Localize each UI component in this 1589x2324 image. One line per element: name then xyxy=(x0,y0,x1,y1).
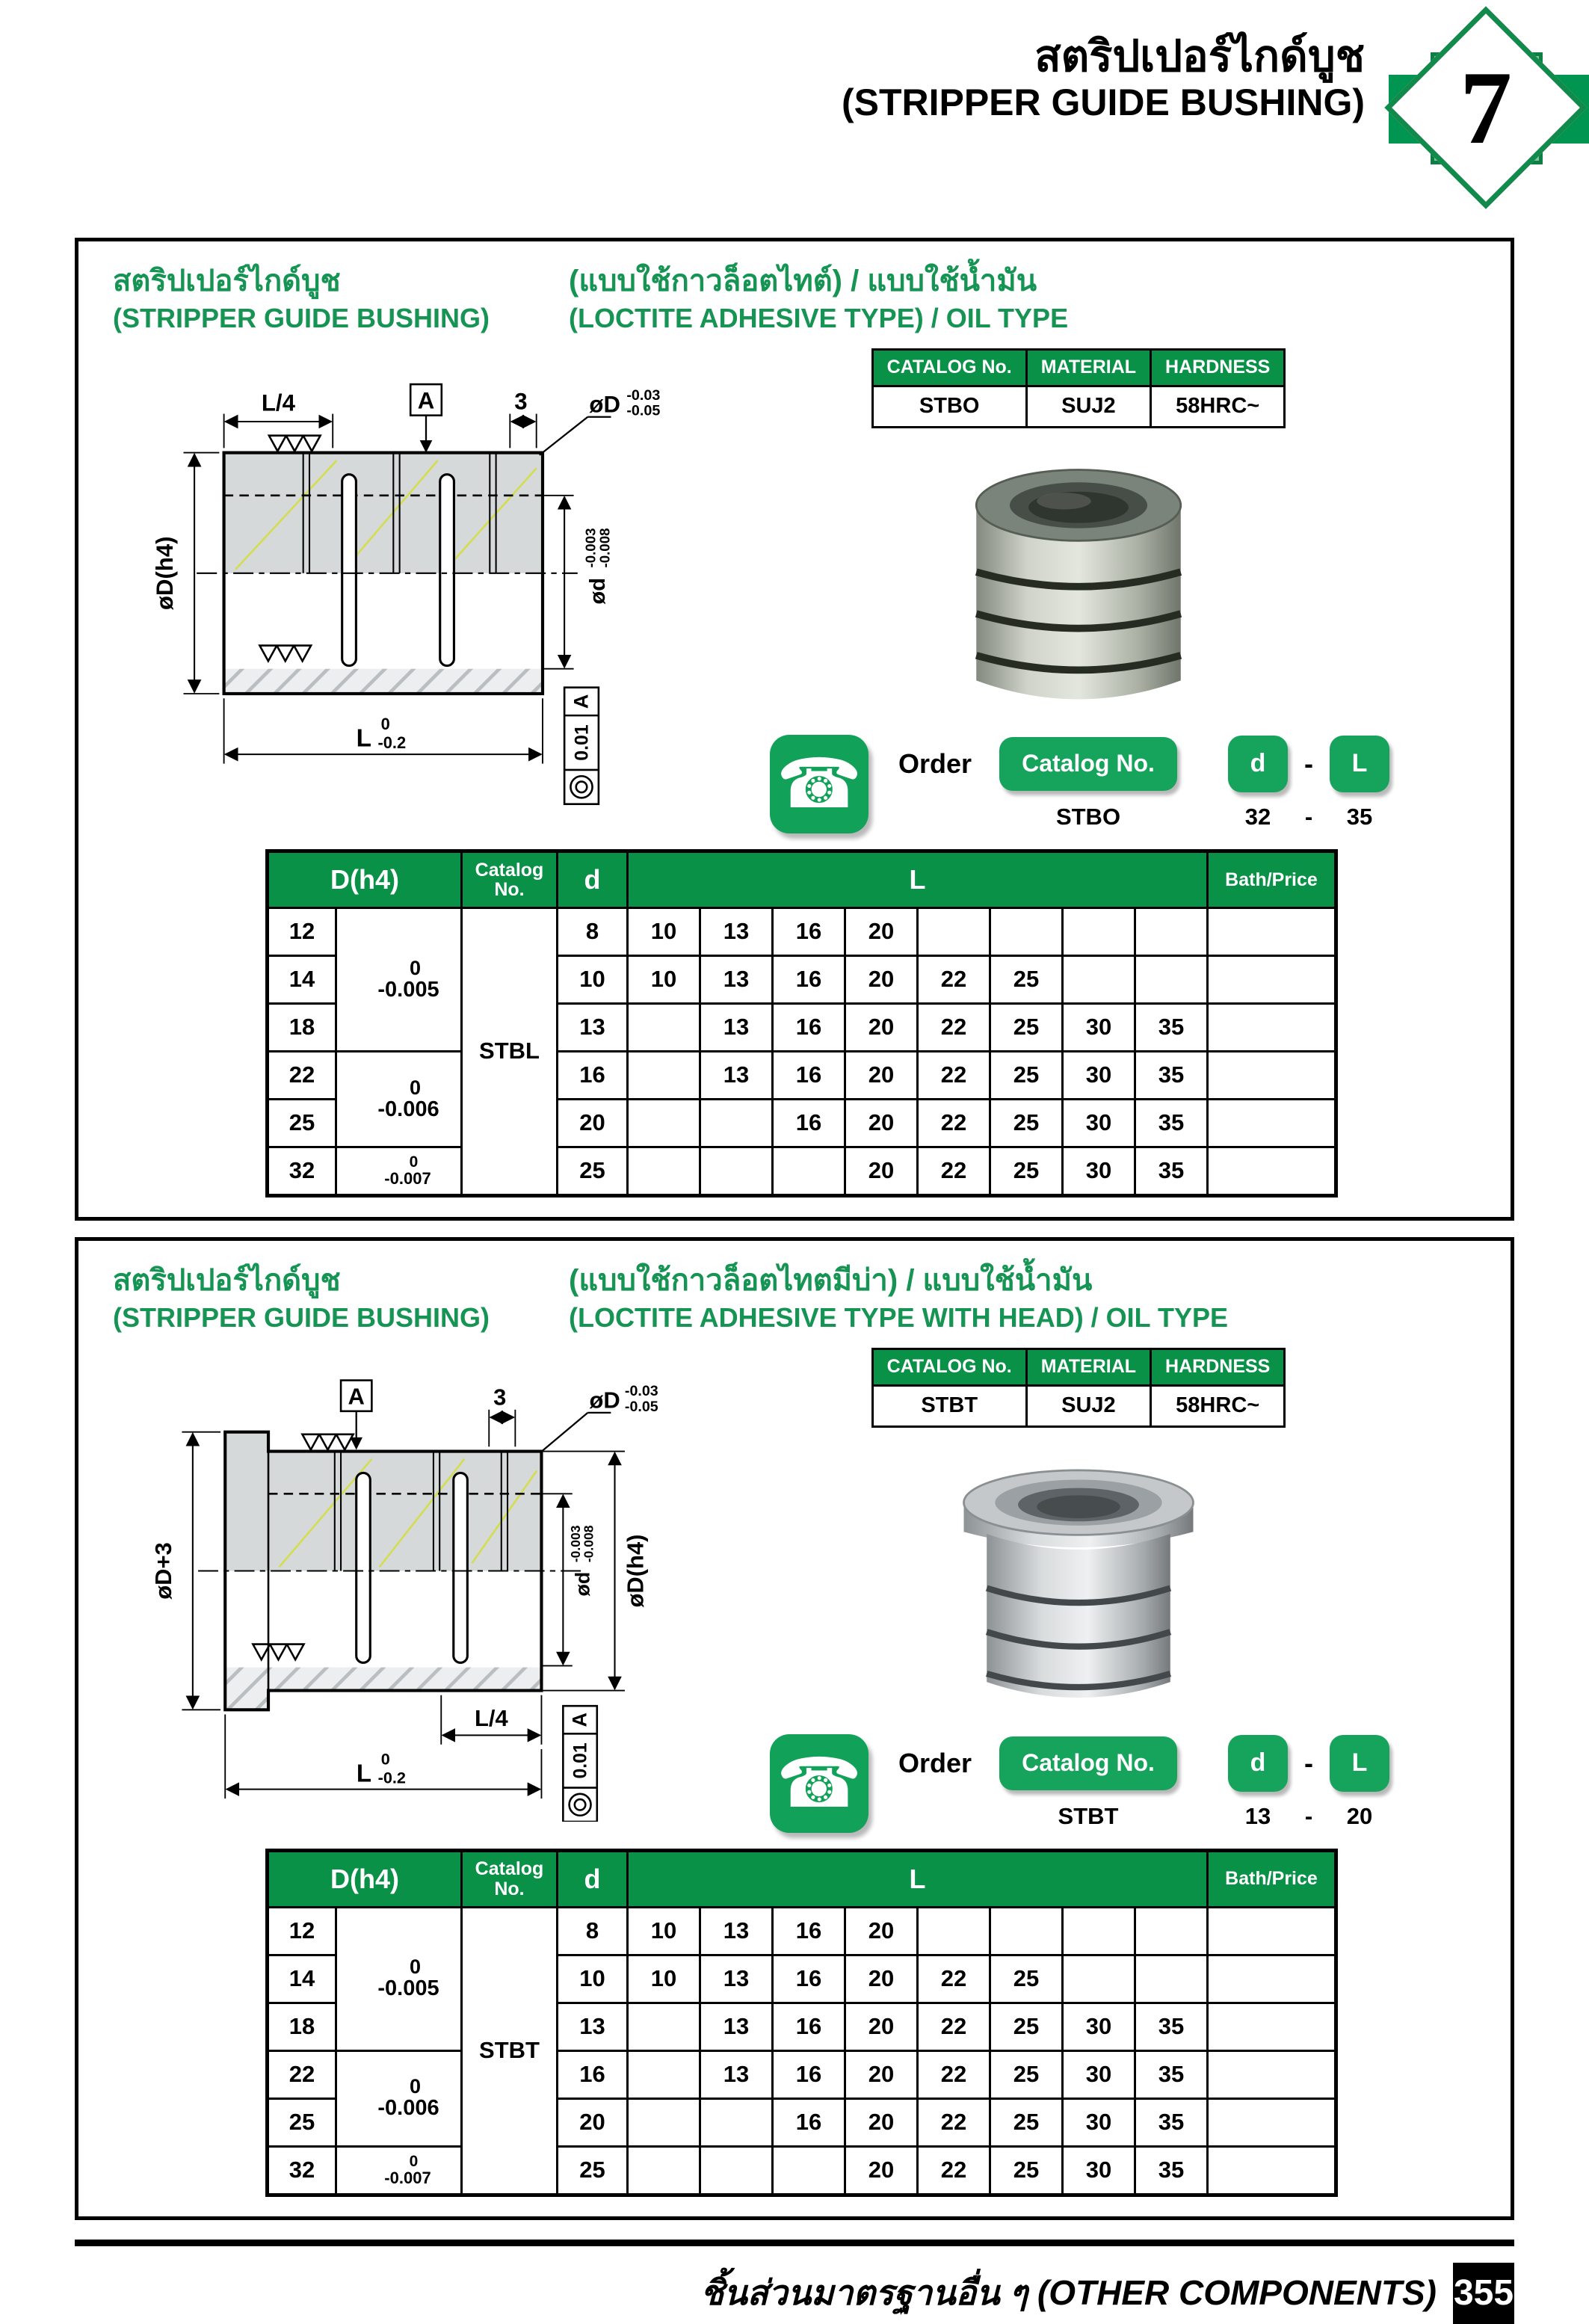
l-value: 25 xyxy=(990,1955,1063,2003)
d-button: d xyxy=(1228,1735,1288,1792)
l-value: 25 xyxy=(990,2050,1063,2098)
l-value: 22 xyxy=(918,2146,990,2195)
l-value: 13 xyxy=(700,907,773,955)
dim-length: L xyxy=(356,724,371,753)
l-value: 30 xyxy=(1063,1147,1135,1195)
order-example-l: 20 xyxy=(1346,1802,1373,1829)
col-header-price: Bath/Price xyxy=(1208,1850,1336,1907)
col-header-d: d xyxy=(558,1850,628,1907)
l-value xyxy=(1135,1955,1208,2003)
tolerance-upper: 0 xyxy=(409,1955,422,1979)
spec-value-hardness: 58HRC~ xyxy=(1151,386,1285,427)
l-value: 30 xyxy=(1063,1051,1135,1099)
section-loctite-with-head-oil-type xyxy=(75,1237,1514,2220)
dim-head-outer-dia: øD+3 xyxy=(149,1541,176,1600)
page-title xyxy=(842,33,1365,123)
l-value: 20 xyxy=(845,1003,918,1051)
l-value: 16 xyxy=(773,1955,845,2003)
spec-header-hardness: HARDNESS xyxy=(1151,1349,1285,1385)
l-value: 30 xyxy=(1063,1003,1135,1051)
runout-tolerance-label: 0.01 xyxy=(570,1742,591,1779)
l-value xyxy=(628,1051,700,1099)
dim-head-width: 3 xyxy=(514,388,528,415)
phone-order-icon xyxy=(770,735,868,833)
tolerance-upper: 0 xyxy=(409,1153,419,1171)
l-value: 30 xyxy=(1063,2098,1135,2146)
catalog-no-button: Catalog No. xyxy=(999,1736,1177,1790)
dim-outer-dia-h4: øD(h4) xyxy=(151,536,178,610)
d-bore-value: 10 xyxy=(558,1955,628,2003)
l-value xyxy=(918,1907,990,1955)
l-value: 10 xyxy=(628,1955,700,2003)
l-value xyxy=(628,2098,700,2146)
section-1-subtitle-thai: (แบบใช้กาวล็อตไทต์) / แบบใช้น้ำมัน xyxy=(569,265,1037,298)
catalog-no-button: Catalog No. xyxy=(999,737,1177,791)
l-value xyxy=(1063,1955,1135,2003)
product-photo-bushing-with-head xyxy=(922,1444,1235,1717)
concentricity-icon xyxy=(570,1793,591,1815)
dim-inner-dia: ød xyxy=(571,1571,594,1597)
l-value xyxy=(628,1147,700,1195)
l-button: L xyxy=(1330,736,1389,792)
photo-1-svg xyxy=(922,445,1235,714)
section-2-title-english: (STRIPPER GUIDE BUSHING) xyxy=(113,1301,490,1333)
col-header-catalog-line1: Catalog xyxy=(475,859,544,881)
col-header-d: d xyxy=(558,851,628,907)
d-bore-value: 8 xyxy=(558,1907,628,1955)
l-value: 22 xyxy=(918,1051,990,1099)
dim-quarter-length: L/4 xyxy=(474,1704,508,1731)
dim-inner-dia-tol-lower: -0.008 xyxy=(596,528,613,568)
l-value: 22 xyxy=(918,1003,990,1051)
dim-length: L xyxy=(356,1758,372,1787)
l-value: 20 xyxy=(845,2003,918,2050)
l-value xyxy=(700,2146,773,2195)
price-cell xyxy=(1208,2003,1336,2050)
d-value: 22 xyxy=(268,1051,336,1099)
dim-outer-dia-tol-upper: -0.03 xyxy=(624,1382,658,1399)
d-value: 18 xyxy=(268,2003,336,2050)
chapter-badge xyxy=(1389,19,1589,220)
l-value: 35 xyxy=(1135,2146,1208,2195)
l-value: 16 xyxy=(773,2050,845,2098)
l-value xyxy=(700,2098,773,2146)
l-value: 25 xyxy=(990,1147,1063,1195)
product-photo-bushing xyxy=(922,445,1235,718)
d-button: d xyxy=(1228,736,1288,792)
d-bore-value: 10 xyxy=(558,955,628,1003)
chapter-number: 7 xyxy=(1460,49,1512,166)
price-cell xyxy=(1208,907,1336,955)
l-value xyxy=(700,1147,773,1195)
order-label: Order xyxy=(898,748,972,779)
page-title-english: (STRIPPER GUIDE BUSHING) xyxy=(841,81,1365,123)
col-header-catalog-line2: No. xyxy=(494,1878,525,1899)
d-value: 14 xyxy=(268,955,336,1003)
table-row xyxy=(268,1051,1336,1099)
l-value: 35 xyxy=(1135,2050,1208,2098)
dim-inner-dia-tol-upper: -0.003 xyxy=(568,1525,584,1562)
l-value: 35 xyxy=(1135,2098,1208,2146)
l-value: 20 xyxy=(845,1955,918,2003)
telephone-icon: ☎ xyxy=(776,1745,863,1822)
l-value: 25 xyxy=(990,2146,1063,2195)
col-header-d-h4: D(h4) xyxy=(268,851,462,907)
price-cell xyxy=(1208,2146,1336,2195)
col-header-l: L xyxy=(628,1850,1208,1907)
order-label: Order xyxy=(898,1747,972,1778)
spec-value-catalog: STBO xyxy=(872,386,1026,427)
spec-value-catalog: STBT xyxy=(872,1385,1026,1426)
price-cell xyxy=(1208,1003,1336,1051)
l-value: 35 xyxy=(1135,1099,1208,1147)
order-example-separator: - xyxy=(1304,1802,1313,1829)
l-value xyxy=(628,1099,700,1147)
tolerance-upper: 0 xyxy=(409,1076,422,1099)
l-value xyxy=(1063,1907,1135,1955)
table-row xyxy=(268,1907,1336,1955)
size-table-stbt xyxy=(265,1849,1338,2197)
d-bore-value: 25 xyxy=(558,1147,628,1195)
l-value: 13 xyxy=(700,1003,773,1051)
spec-table xyxy=(871,348,1286,428)
l-value: 22 xyxy=(918,1099,990,1147)
l-value: 22 xyxy=(918,2098,990,2146)
tolerance-upper: 0 xyxy=(409,2153,419,2171)
l-value: 25 xyxy=(990,1003,1063,1051)
d-bore-value: 20 xyxy=(558,2098,628,2146)
concentricity-icon xyxy=(570,776,592,798)
dim-inner-dia-tol-lower: -0.008 xyxy=(581,1525,596,1562)
footer-label xyxy=(700,2266,1437,2320)
d-bore-value: 13 xyxy=(558,1003,628,1051)
l-value: 13 xyxy=(700,1051,773,1099)
l-value: 30 xyxy=(1063,2146,1135,2195)
page-header xyxy=(0,0,1589,238)
l-value: 20 xyxy=(845,1051,918,1099)
l-value: 25 xyxy=(990,955,1063,1003)
phone-order-icon xyxy=(770,1734,868,1833)
l-value: 16 xyxy=(773,1907,845,1955)
l-value xyxy=(990,1907,1063,1955)
d-value: 18 xyxy=(268,1003,336,1051)
spec-value-hardness: 58HRC~ xyxy=(1151,1385,1285,1426)
l-value xyxy=(918,907,990,955)
table-row xyxy=(268,907,1336,955)
dim-inner-dia-tol-upper: -0.003 xyxy=(582,528,599,568)
section-2-subtitle-thai: (แบบใช้กาวล็อตไทตมีบ่า) / แบบใช้น้ำมัน xyxy=(569,1263,1093,1297)
section-1-title-english: (STRIPPER GUIDE BUSHING) xyxy=(113,303,490,333)
datum-flag-label: A xyxy=(348,1383,365,1410)
l-value xyxy=(628,2050,700,2098)
order-example-block xyxy=(763,1730,1394,1837)
col-header-d-h4: D(h4) xyxy=(268,1850,462,1907)
section-1-titles xyxy=(113,261,1482,336)
l-value: 10 xyxy=(628,1907,700,1955)
section-2-title-thai: สตริปเปอร์ไกด์บูช xyxy=(113,1263,341,1297)
col-header-l: L xyxy=(628,851,1208,907)
d-bore-value: 20 xyxy=(558,1099,628,1147)
runout-tolerance-label: 0.01 xyxy=(571,724,593,761)
dim-head-width: 3 xyxy=(493,1384,507,1411)
dim-outer-dia: øD xyxy=(589,1387,620,1414)
l-value xyxy=(628,2146,700,2195)
l-value: 35 xyxy=(1135,1147,1208,1195)
table-row xyxy=(268,1147,1336,1195)
col-header-catalog xyxy=(462,1850,558,1907)
col-header-catalog-line2: No. xyxy=(494,878,525,900)
l-value xyxy=(700,1099,773,1147)
l-value: 22 xyxy=(918,1147,990,1195)
d-value: 32 xyxy=(268,2146,336,2195)
price-cell xyxy=(1208,955,1336,1003)
l-value: 10 xyxy=(628,955,700,1003)
d-tolerance xyxy=(336,2146,462,2195)
d-value: 25 xyxy=(268,2098,336,2146)
l-value: 13 xyxy=(700,2003,773,2050)
order-separator: - xyxy=(1304,1747,1313,1778)
d-tolerance xyxy=(336,2050,462,2146)
tolerance-lower: -0.006 xyxy=(377,2096,439,2121)
l-value: 10 xyxy=(628,907,700,955)
l-value xyxy=(1063,955,1135,1003)
l-value xyxy=(773,2146,845,2195)
dim-outer-dia: øD xyxy=(589,391,620,418)
footer-label-thai: ชิ้นส่วนมาตรฐานอื่น ๆ xyxy=(700,2273,1028,2313)
l-value: 22 xyxy=(918,2003,990,2050)
l-value xyxy=(1135,1907,1208,1955)
page-footer xyxy=(75,2240,1514,2324)
d-bore-value: 8 xyxy=(558,907,628,955)
d-tolerance xyxy=(336,907,462,1051)
d-bore-value: 16 xyxy=(558,2050,628,2098)
l-value: 22 xyxy=(918,2050,990,2098)
dim-length-tol-lower: -0.2 xyxy=(377,1767,406,1787)
l-value xyxy=(990,907,1063,955)
dim-length-tol-upper: 0 xyxy=(380,1749,390,1769)
datum-flag-label: A xyxy=(417,387,435,414)
l-button: L xyxy=(1330,1735,1389,1792)
price-cell xyxy=(1208,2050,1336,2098)
l-value: 13 xyxy=(700,2050,773,2098)
drawing-1-svg xyxy=(107,344,667,810)
tolerance-lower: -0.005 xyxy=(377,1976,439,2001)
l-value: 16 xyxy=(773,907,845,955)
l-value: 35 xyxy=(1135,1051,1208,1099)
spec-header-hardness: HARDNESS xyxy=(1151,349,1285,386)
runout-datum-label: A xyxy=(568,1712,591,1727)
l-value xyxy=(1135,907,1208,955)
d-tolerance xyxy=(336,1051,462,1147)
d-value: 32 xyxy=(268,1147,336,1195)
l-value xyxy=(1063,907,1135,955)
spec-header-catalog: CATALOG No. xyxy=(872,1349,1026,1385)
dim-length-tol-lower: -0.2 xyxy=(377,733,407,752)
catalog-no-cell: STBL xyxy=(462,907,558,1195)
dim-inner-dia: ød xyxy=(586,577,611,605)
spec-value-material: SUJ2 xyxy=(1026,386,1150,427)
section-1-title-thai: สตริปเปอร์ไกด์บูช xyxy=(113,265,341,298)
spec-value-material: SUJ2 xyxy=(1026,1385,1150,1426)
section-loctite-oil-type xyxy=(75,238,1514,1221)
dim-length-tol-upper: 0 xyxy=(380,714,390,733)
photo-2-svg xyxy=(922,1444,1235,1713)
l-value: 30 xyxy=(1063,1099,1135,1147)
d-value: 22 xyxy=(268,2050,336,2098)
l-value: 20 xyxy=(845,907,918,955)
l-value: 35 xyxy=(1135,2003,1208,2050)
l-value: 25 xyxy=(990,1051,1063,1099)
l-value: 25 xyxy=(990,2003,1063,2050)
spec-header-material: MATERIAL xyxy=(1026,349,1150,386)
page-number: 355 xyxy=(1453,2263,1514,2324)
l-value: 13 xyxy=(700,1907,773,1955)
l-value: 20 xyxy=(845,1147,918,1195)
d-value: 12 xyxy=(268,1907,336,1955)
d-bore-value: 25 xyxy=(558,2146,628,2195)
section-2-subtitle-english: (LOCTITE ADHESIVE TYPE WITH HEAD) / OIL TYPE xyxy=(569,1301,1229,1333)
l-value: 20 xyxy=(845,2098,918,2146)
col-header-catalog-line1: Catalog xyxy=(475,1858,544,1880)
tolerance-upper: 0 xyxy=(409,956,422,979)
l-value xyxy=(628,2003,700,2050)
tolerance-lower: -0.006 xyxy=(377,1097,439,1121)
dim-quarter-length: L/4 xyxy=(261,389,295,416)
d-bore-value: 16 xyxy=(558,1051,628,1099)
col-header-catalog xyxy=(462,851,558,907)
d-value: 12 xyxy=(268,907,336,955)
order-example-d: 13 xyxy=(1244,1802,1271,1829)
dim-outer-dia-h4: øD(h4) xyxy=(622,1534,649,1608)
drawing-2-svg xyxy=(107,1343,667,1822)
tolerance-lower: -0.007 xyxy=(384,1169,431,1189)
tolerance-lower: -0.007 xyxy=(384,2169,431,2188)
l-value: 20 xyxy=(845,2050,918,2098)
technical-drawing-bushing-with-head xyxy=(107,1343,675,1837)
table-row xyxy=(268,2050,1336,2098)
l-value: 20 xyxy=(845,1099,918,1147)
l-value: 13 xyxy=(700,955,773,1003)
section-2-titles xyxy=(113,1260,1482,1336)
l-value: 16 xyxy=(773,2003,845,2050)
l-value: 16 xyxy=(773,1003,845,1051)
l-value: 35 xyxy=(1135,1003,1208,1051)
d-value: 14 xyxy=(268,1955,336,2003)
table-row xyxy=(268,2146,1336,2195)
l-value: 30 xyxy=(1063,2003,1135,2050)
l-value: 30 xyxy=(1063,2050,1135,2098)
d-value: 25 xyxy=(268,1099,336,1147)
runout-datum-label: A xyxy=(570,694,593,709)
order-example-catalog: STBO xyxy=(1055,803,1121,830)
price-cell xyxy=(1208,2098,1336,2146)
page-title-thai: สตริปเปอร์ไกด์บูช xyxy=(1034,32,1365,81)
technical-drawing-bushing xyxy=(107,344,675,837)
l-value: 16 xyxy=(773,2098,845,2146)
order-separator: - xyxy=(1304,748,1313,779)
l-value: 20 xyxy=(845,1907,918,1955)
order-example-d: 32 xyxy=(1244,803,1271,830)
section-1-subtitle-english: (LOCTITE ADHESIVE TYPE) / OIL TYPE xyxy=(569,303,1069,333)
col-header-price: Bath/Price xyxy=(1208,851,1336,907)
order-example-catalog: STBT xyxy=(1058,1802,1119,1829)
order-example-block xyxy=(763,731,1394,837)
d-bore-value: 13 xyxy=(558,2003,628,2050)
tolerance-lower: -0.005 xyxy=(377,977,439,1002)
l-value: 13 xyxy=(700,1955,773,2003)
tolerance-upper: 0 xyxy=(409,2075,422,2098)
spec-header-material: MATERIAL xyxy=(1026,1349,1150,1385)
telephone-icon: ☎ xyxy=(776,745,863,822)
d-tolerance xyxy=(336,1147,462,1195)
l-value: 22 xyxy=(918,955,990,1003)
dim-outer-dia-tol-lower: -0.05 xyxy=(624,1398,658,1415)
d-tolerance xyxy=(336,1907,462,2050)
l-value xyxy=(628,1003,700,1051)
l-value: 16 xyxy=(773,1099,845,1147)
price-cell xyxy=(1208,1907,1336,1955)
l-value: 16 xyxy=(773,1051,845,1099)
price-cell xyxy=(1208,1051,1336,1099)
l-value: 20 xyxy=(845,955,918,1003)
l-value xyxy=(1135,955,1208,1003)
price-cell xyxy=(1208,1147,1336,1195)
order-example-separator: - xyxy=(1304,803,1313,830)
dim-outer-dia-tol-lower: -0.05 xyxy=(626,402,661,419)
l-value: 16 xyxy=(773,955,845,1003)
l-value: 25 xyxy=(990,2098,1063,2146)
size-table-stbl xyxy=(265,849,1338,1198)
l-value: 20 xyxy=(845,2146,918,2195)
l-value: 25 xyxy=(990,1099,1063,1147)
l-value: 22 xyxy=(918,1955,990,2003)
spec-table xyxy=(871,1348,1286,1428)
price-cell xyxy=(1208,1955,1336,2003)
order-example-l: 35 xyxy=(1346,803,1373,830)
price-cell xyxy=(1208,1099,1336,1147)
footer-label-english: (OTHER COMPONENTS) xyxy=(1037,2273,1437,2313)
spec-header-catalog: CATALOG No. xyxy=(872,349,1026,386)
l-value xyxy=(773,1147,845,1195)
catalog-no-cell: STBT xyxy=(462,1907,558,2195)
dim-outer-dia-tol-upper: -0.03 xyxy=(626,386,661,404)
